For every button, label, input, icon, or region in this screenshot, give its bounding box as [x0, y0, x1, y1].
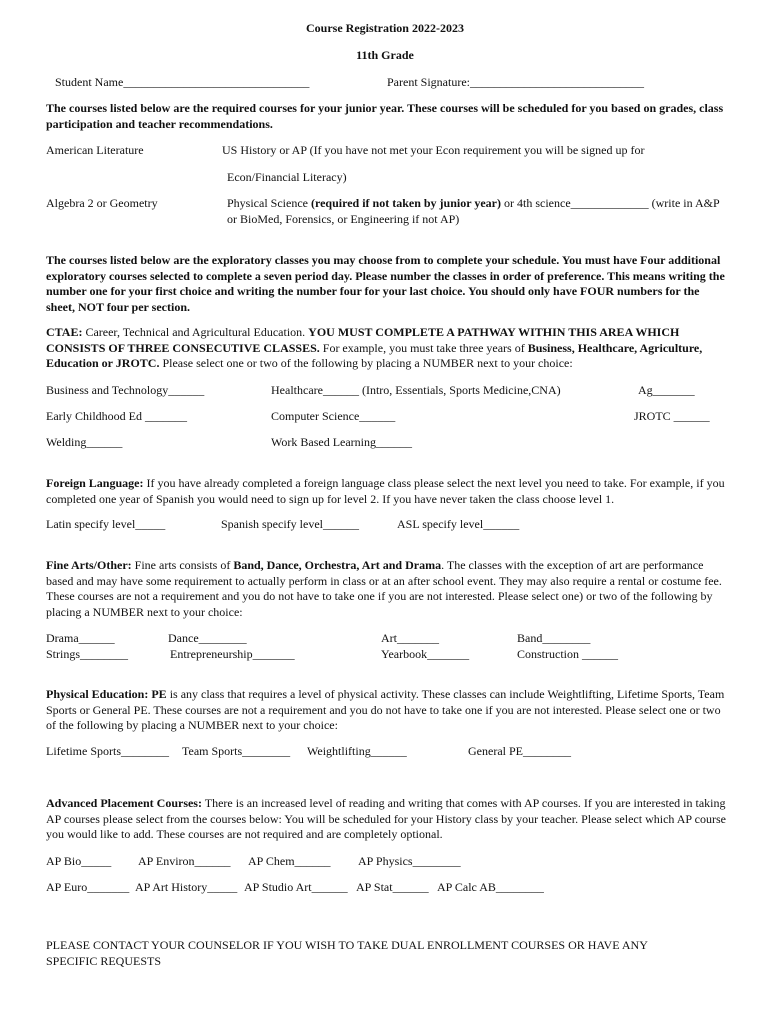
ap-physics[interactable]: AP Physics________ [358, 854, 461, 868]
ctae-ag[interactable]: Ag_______ [638, 383, 695, 397]
pe-general[interactable]: General PE________ [468, 744, 571, 758]
pe-team-sports[interactable]: Team Sports________ [182, 744, 291, 758]
ap-stat[interactable]: AP Stat______ [356, 880, 429, 894]
ctae-computer-science[interactable]: Computer Science______ [271, 409, 396, 423]
foreign-language-paragraph: Foreign Language: If you have already completed a foreign language class please select the next level you need to take. For example, if you completed one year of Spanish you would need to sign up for level 2. If you have never taken the class choose level 1. [46, 476, 725, 506]
ap-art-history[interactable]: AP Art History_____ [135, 880, 238, 894]
course-american-literature: American Literature [46, 143, 144, 157]
course-us-history-note: Econ/Financial Literacy) [227, 170, 347, 184]
ap-environ[interactable]: AP Environ______ [138, 854, 231, 868]
ap-paragraph: Advanced Placement Courses: There is an increased level of reading and writing that comes with AP courses. If you are interested in taking AP courses please select from the courses below: You will be scheduled for your History class by your teacher. Please select which AP course you would like to add. These courses are not required and are completely optional. [46, 796, 726, 841]
ctae-business[interactable]: Business and Technology______ [46, 383, 205, 397]
fine-arts-dance[interactable]: Dance________ [168, 631, 247, 645]
pe-paragraph: Physical Education: PE is any class that requires a level of physical activity. These classes can include Weightlifting, Lifetime Sports, Team Sports or General PE. These courses are not a requirement and you do not have to take one if you are not interested. Please select one or two of the following by placing a NUMBER next to your choice: [46, 687, 725, 732]
foreign-asl[interactable]: ASL specify level______ [397, 517, 520, 531]
fine-arts-yearbook[interactable]: Yearbook_______ [381, 647, 470, 661]
course-physical-science[interactable]: Physical Science (required if not taken by junior year) or 4th science_____________ (write in A&P or BioMed, Forensics, or Engineering if not AP) [227, 196, 720, 226]
counselor-contact-note: PLEASE CONTACT YOUR COUNSELOR IF YOU WISH TO TAKE DUAL ENROLLMENT COURSES OR HAVE ANY SPECIFIC REQUESTS [46, 938, 648, 968]
course-us-history: US History or AP (If you have not met your Econ requirement you will be signed up for [222, 143, 645, 157]
parent-signature-field[interactable]: Parent Signature:_____________________________ [387, 75, 644, 89]
ap-studio-art[interactable]: AP Studio Art______ [244, 880, 348, 894]
ctae-welding[interactable]: Welding______ [46, 435, 123, 449]
required-intro: The courses listed below are the required courses for your junior year. These courses will be scheduled for you based on grades, class participation and teacher recommendations. [46, 101, 724, 131]
fine-arts-paragraph: Fine Arts/Other: Fine arts consists of Band, Dance, Orchestra, Art and Drama. The classes with the exception of art are performance based and may have some requirement to actually perform in class or at an after school event. They may also require a rental or costume fee. These courses are not a requirement and you do not have to take one if you are not interested. Please select one) or two of the following by placing a NUMBER next to your choice: [46, 558, 722, 619]
course-algebra: Algebra 2 or Geometry [46, 196, 158, 210]
page-title: Course Registration 2022-2023 [306, 21, 464, 35]
ctae-early-childhood[interactable]: Early Childhood Ed _______ [46, 409, 187, 423]
pe-weightlifting[interactable]: Weightlifting______ [307, 744, 407, 758]
exploratory-intro: The courses listed below are the exploratory classes you may choose from to complete your schedule. You must have Four additional exploratory courses selected to complete a seven period day. Please number the classes in order of preference. This means writing the number one for your first choice and writing the number four for your last choice. You should only have FOUR numbers for the sheet, NOT four per section. [46, 253, 725, 314]
fine-arts-art[interactable]: Art_______ [381, 631, 439, 645]
foreign-spanish[interactable]: Spanish specify level______ [221, 517, 359, 531]
fine-arts-band[interactable]: Band________ [517, 631, 591, 645]
ap-calc-ab[interactable]: AP Calc AB________ [437, 880, 544, 894]
pe-lifetime-sports[interactable]: Lifetime Sports________ [46, 744, 169, 758]
student-name-field[interactable]: Student Name_______________________________ [55, 75, 310, 89]
fine-arts-construction[interactable]: Construction ______ [517, 647, 618, 661]
ctae-paragraph: CTAE: Career, Technical and Agricultural Education. YOU MUST COMPLETE A PATHWAY WITHIN THIS AREA WHICH CONSISTS OF THREE CONSECUTIVE CLASSES. For example, you must take three years of Business, Healthcare, Agriculture, Education or JROTC. Please select one or two of the following by placing a NUMBER next to your choice: [46, 325, 703, 370]
grade-title: 11th Grade [356, 48, 414, 62]
fine-arts-strings[interactable]: Strings________ [46, 647, 129, 661]
ap-euro[interactable]: AP Euro_______ [46, 880, 130, 894]
foreign-latin[interactable]: Latin specify level_____ [46, 517, 166, 531]
ctae-jrotc[interactable]: JROTC ______ [634, 409, 710, 423]
ap-chem[interactable]: AP Chem______ [248, 854, 331, 868]
ap-bio[interactable]: AP Bio_____ [46, 854, 112, 868]
ctae-work-based-learning[interactable]: Work Based Learning______ [271, 435, 412, 449]
ctae-healthcare[interactable]: Healthcare______ (Intro, Essentials, Sports Medicine,CNA) [271, 383, 561, 397]
fine-arts-entrepreneurship[interactable]: Entrepreneurship_______ [170, 647, 295, 661]
fine-arts-drama[interactable]: Drama______ [46, 631, 115, 645]
